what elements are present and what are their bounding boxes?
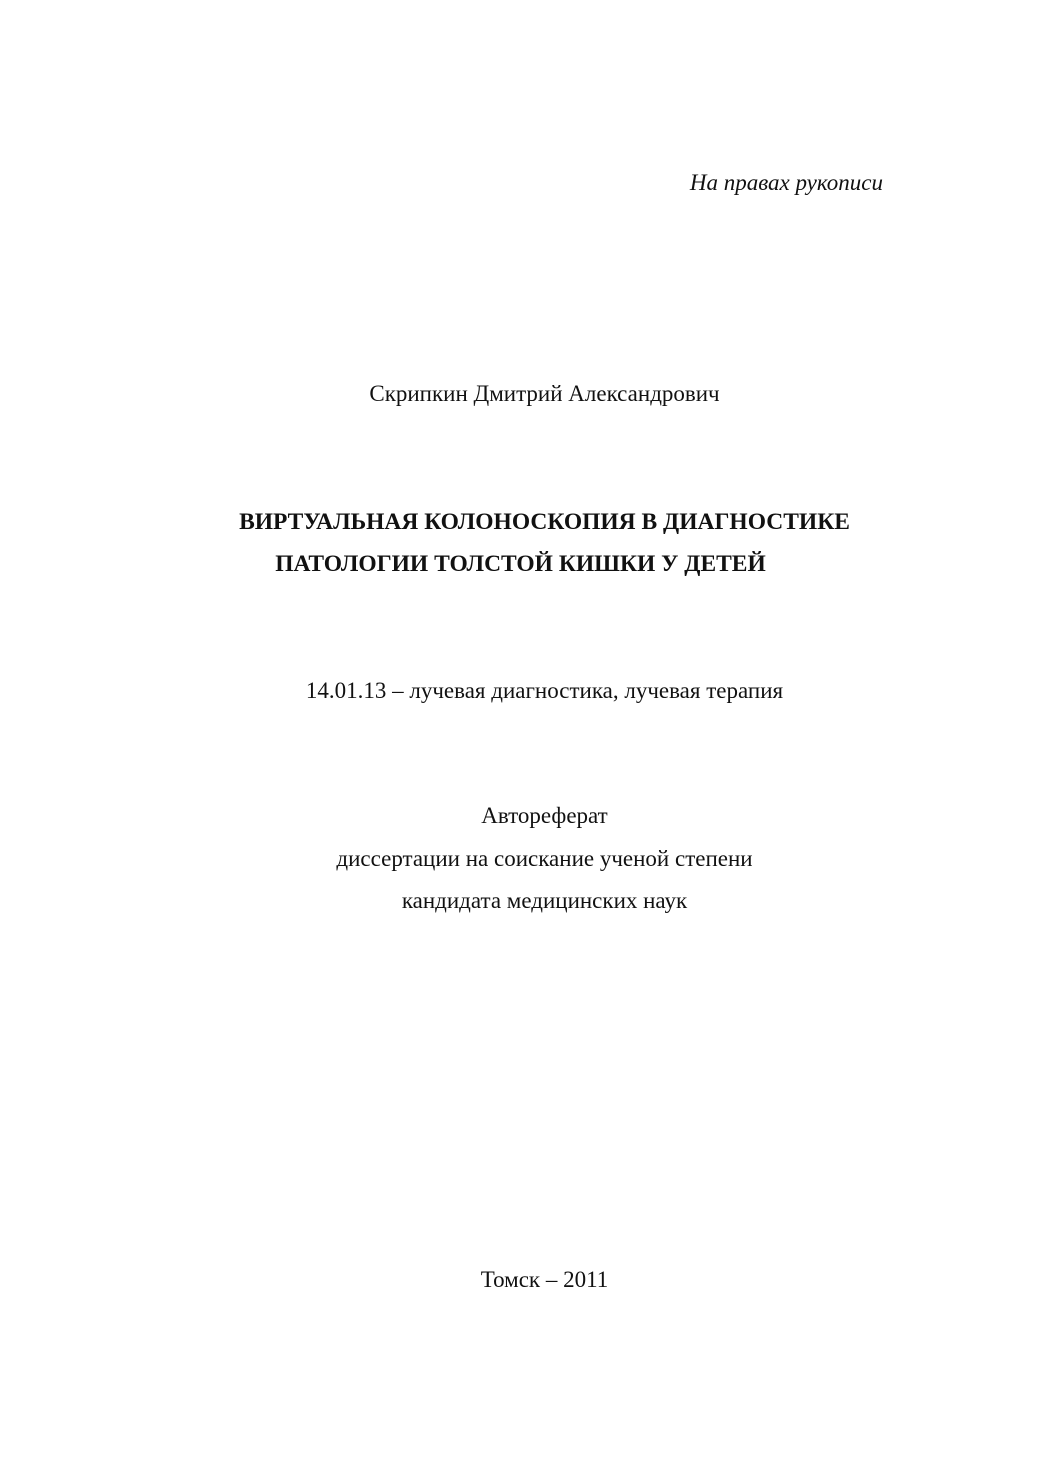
thesis-title-line-2: ПАТОЛОГИИ ТОЛСТОЙ КИШКИ У ДЕТЕЙ xyxy=(275,551,766,577)
document-type-heading: Автореферат xyxy=(481,803,608,828)
specialty-code: 14.01.13 – лучевая диагностика, лучевая терапия xyxy=(305,678,784,703)
manuscript-note: На правах рукописи xyxy=(689,170,883,195)
place-and-year: Томск – 2011 xyxy=(480,1267,609,1292)
document-type-description: диссертации на соискание ученой степени xyxy=(336,846,753,871)
degree-description: кандидата медицинских наук xyxy=(401,888,688,913)
thesis-title-line-1: ВИРТУАЛЬНАЯ КОЛОНОСКОПИЯ В ДИАГНОСТИКЕ xyxy=(239,509,850,535)
author-name: Скрипкин Дмитрий Александрович xyxy=(369,381,720,406)
